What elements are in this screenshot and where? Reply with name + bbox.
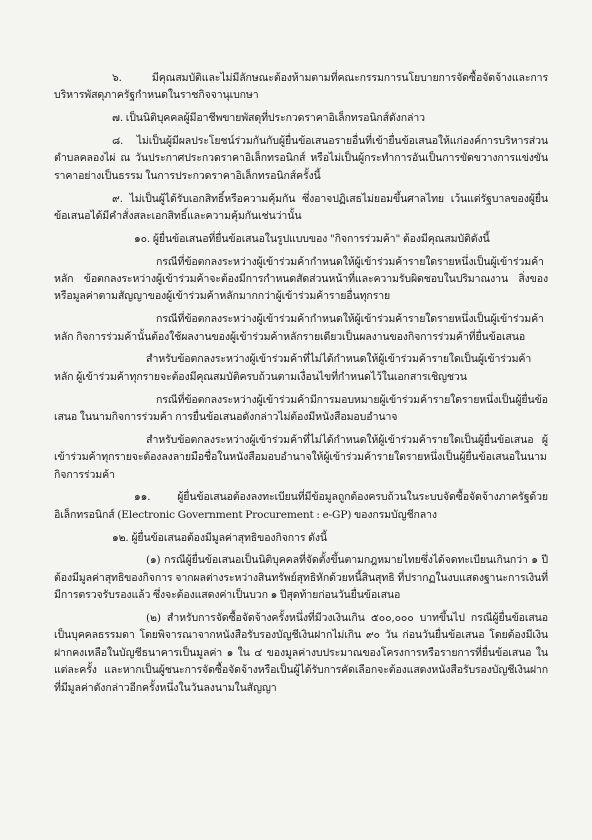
clause-9: ๙. ไม่เป็นผู้ได้รับเอกสิทธิ์หรือความคุ้มกัน ซึ่งอาจปฏิเสธไม่ยอมขึ้นศาลไทย เว้นแต่รัฐบาลของผู้ยื่นข้อเสนอได้มีคำสั่งสละเอกสิทธิ์และความคุ้มกันเช่นว่านั้น (54, 192, 548, 223)
clause-7: ๗. เป็นนิติบุคคลผู้มีอาชีพขายพัสดุที่ประกวดราคาอิเล็กทรอนิกส์ดังกล่าว (112, 112, 425, 125)
clause-10-case-power-of-attorney: สำหรับข้อตกลงระหว่างผู้เข้าร่วมค้าที่ไม่ได้กำหนดให้ผู้เข้าร่วมค้ารายใดเป็นผู้ยื่นข้อเสนอ ผู้เข้าร่วมค้าทุกรายจะต้องลงลายมือชื่อในหนังสือมอบอำนาจให้ผู้เข้าร่วมค้ารายใดรายหนึ่งเป็นผู้ยื่นข้อเสนอในนามกิจการร่วมค้า (54, 433, 548, 481)
clause-11: ๑๑. ผู้ยื่นข้อเสนอต้องลงทะเบียนที่มีข้อมูลถูกต้องครบถ้วนในระบบจัดซื้อจัดจ้างภาครัฐด้วยอิเล็กทรอนิกส์ (Electronic Government Procurement : e-GP) ของกรมบัญชีกลาง (54, 491, 548, 521)
clause-10-case-no-lead: สำหรับข้อตกลงระหว่างผู้เข้าร่วมค้าที่ไม่ได้กำหนดให้ผู้เข้าร่วมค้ารายใดเป็นผู้เข้าร่วมค้าหลัก ผู้เข้าร่วมค้าทุกรายจะต้องมีคุณสมบัติครบถ้วนตามเงื่อนไขที่กำหนดไว้ในเอกสารเชิญชวน (54, 353, 532, 383)
clause-12-item-2: (๒) สำหรับการจัดซื้อจัดจ้างครั้งหนึ่งที่มีวงเงินเกิน ๕๐๐,๐๐๐ บาทขึ้นไป กรณีผู้ยื่นข้อเสนอเป็นบุคคลธรรมดา โดยพิจารณาจากหนังสือรับรองบัญชีเงินฝากไม่เกิน ๙๐ วัน ก่อนวันยื่นข้อเสนอ โดยต้องมีเงินฝากคงเหลือในบัญชีธนาคารเป็นมูลค่า ๑ ใน ๔ ของมูลค่างบประมาณของโครงการหรือรายการที่ยื่นข้อเสนอ ในแต่ละครั้ง และหากเป็นผู้ชนะการจัดซื้อจัดจ้างหรือเป็นผู้ได้รับการคัดเลือกจะต้องแสดงหนังสือรับรองบัญชีเงินฝากที่มีมูลค่าดังกล่าวอีกครั้งหนึ่งในวันลงนามในสัญญา (54, 612, 548, 694)
clause-10-case-assigned-bidder: กรณีที่ข้อตกลงระหว่างผู้เข้าร่วมค้ามีการมอบหมายผู้เข้าร่วมค้ารายใดรายหนึ่งเป็นผู้ยื่นข้อเสนอ ในนามกิจการร่วมค้า การยื่นข้อเสนอดังกล่าวไม่ต้องมีหนังสือมอบอำนาจ (54, 393, 548, 424)
clause-10: ๑๐. ผู้ยื่นข้อเสนอที่ยื่นข้อเสนอในรูปแบบของ "กิจการร่วมค้า" ต้องมีคุณสมบัติดังนี้ (134, 232, 490, 245)
clause-8: ๘. ไม่เป็นผู้มีผลประโยชน์ร่วมกันกับผู้ยื่นข้อเสนอรายอื่นที่เข้ายื่นข้อเสนอให้แก่องค์การบริหารส่วนตำบลคลองไผ่ ณ วันประกาศประกวดราคาอิเล็กทรอนิกส์ หรือไม่เป็นผู้กระทำการอันเป็นการขัดขวางการแข่งขันราคาอย่างเป็นธรรม ในการประกวดราคาอิเล็กทรอนิกส์ครั้งนี้ (54, 135, 548, 182)
clause-6: ๖. มีคุณสมบัติและไม่มีลักษณะต้องห้ามตามที่คณะกรรมการนโยบายการจัดซื้อจัดจ้างและการบริหารพัสดุภาครัฐกำหนดในราชกิจจานุเบกษา (54, 72, 548, 102)
clause-12: ๑๒. ผู้ยื่นข้อเสนอต้องมีมูลค่าสุทธิของกิจการ ดังนี้ (112, 531, 327, 544)
clause-12-item-1: (๑) กรณีผู้ยื่นข้อเสนอเป็นนิติบุคคลที่จัดตั้งขึ้นตามกฎหมายไทยซึ่งได้จดทะเบียนเกินกว่า ๑ ปี ต้องมีมูลค่าสุทธิของกิจการ จากผลต่างระหว่างสินทรัพย์สุทธิหักด้วยหนี้สินสุทธิ ที่ปรากฏในงบแสดงฐานะการเงินที่มีการตรวจรับรองแล้ว ซึ่งจะต้องแสดงค่าเป็นบวก ๑ ปีสุดท้ายก่อนวันยื่นข้อเสนอ (54, 554, 548, 602)
clause-10-case-lead-partner: กรณีที่ข้อตกลงระหว่างผู้เข้าร่วมค้ากำหนดให้ผู้เข้าร่วมค้ารายใดรายหนึ่งเป็นผู้เข้าร่วมค้าหลัก ข้อตกลงระหว่างผู้เข้าร่วมค้าจะต้องมีการกำหนดสัดส่วนหน้าที่และความรับผิดชอบในปริมาณงาน สิ่งของหรือมูลค่าตามสัญญาของผู้เข้าร่วมค้าหลักมากกว่าผู้เข้าร่วมค้ารายอื่นทุกราย (54, 255, 548, 303)
clause-10-case-lead-portfolio: กรณีที่ข้อตกลงระหว่างผู้เข้าร่วมค้ากำหนดให้ผู้เข้าร่วมค้ารายใดรายหนึ่งเป็นผู้เข้าร่วมค้าหลัก กิจการร่วมค้านั้นต้องใช้ผลงานของผู้เข้าร่วมค้าหลักรายเดียวเป็นผลงานของกิจการร่วมค้าที่ยื่นข้อเสนอ (54, 313, 544, 343)
